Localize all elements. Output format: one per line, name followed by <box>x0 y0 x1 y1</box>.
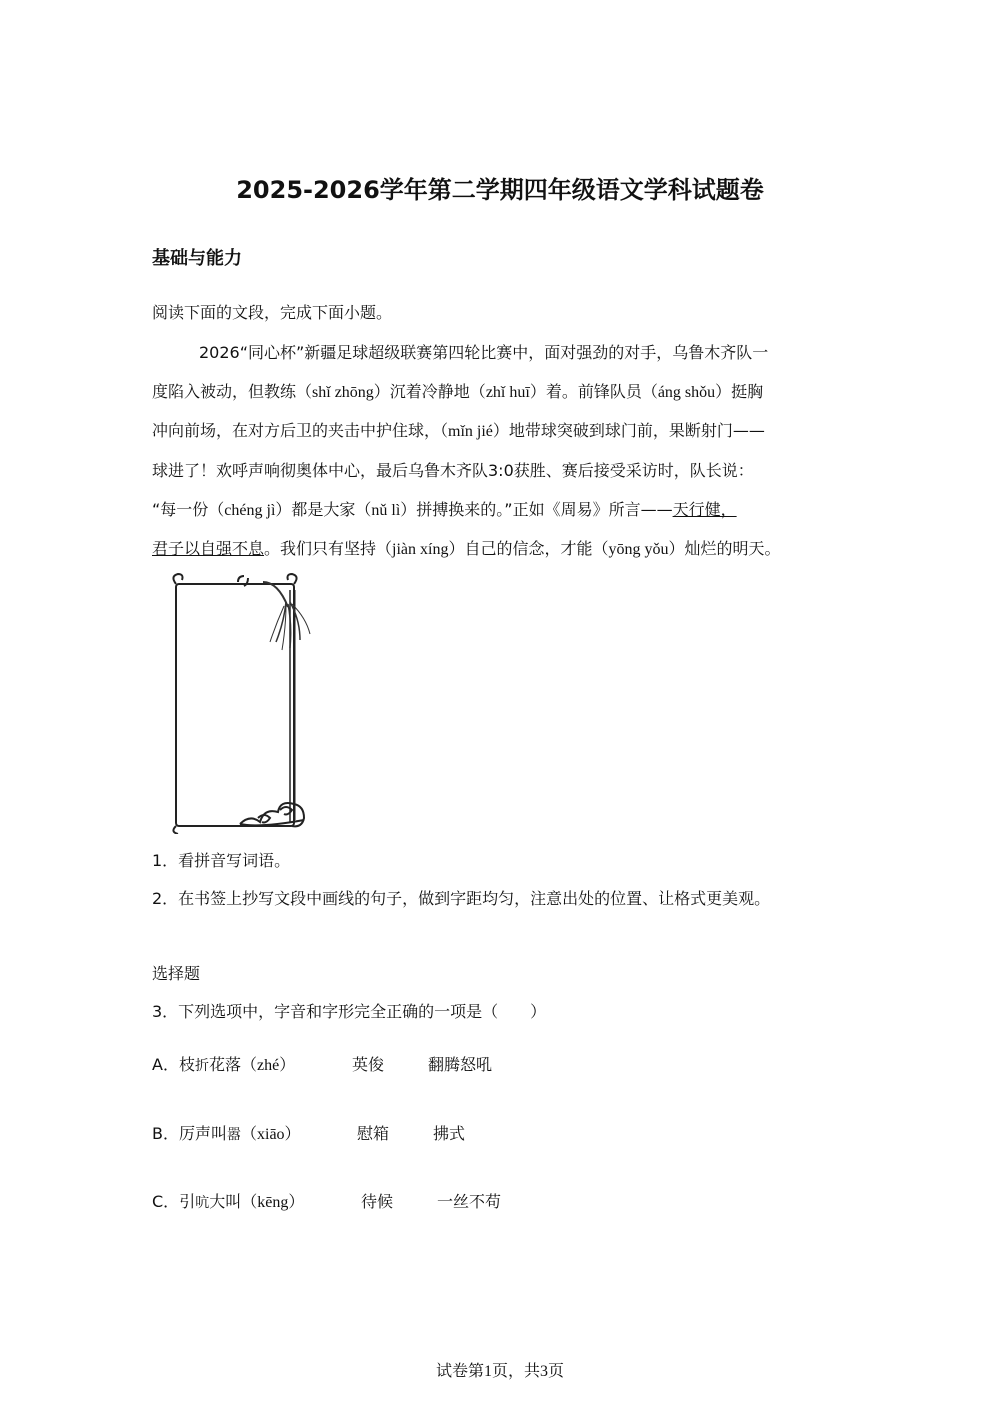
choice-heading: 选择题 <box>152 964 201 983</box>
pinyin: mǐn jié <box>448 423 493 440</box>
pinyin: zhǐ huī <box>485 384 530 401</box>
option-c-word-3: 一丝不苟 <box>437 1192 502 1211</box>
option-c: C．引吭大叫（kēng） <box>152 1192 305 1211</box>
option-b: B．厉声叫嚣（xiāo） <box>152 1124 301 1143</box>
question-1: 1．看拼音写词语。 <box>152 851 291 870</box>
option-a-word-3: 翻腾怒吼 <box>428 1055 493 1074</box>
option-b-word-2: 慰箱 <box>357 1124 390 1143</box>
page-footer: 试卷第1页，共3页 <box>435 1363 564 1380</box>
question-3: 3．下列选项中，字音和字形完全正确的一项是（ ） <box>152 1002 547 1021</box>
pinyin: nǔ lì <box>371 502 401 519</box>
passage-line-2: 度陷入被动，但教练（shǐ zhōng）沉着冷静地（zhǐ huī）着。前锋队员（áng shǒu）挺胸 <box>152 382 764 401</box>
passage-line-3: 冲向前场，在对方后卫的夹击中护住球，（mǐn jié）地带球突破到球门前，果断射门—— <box>152 421 765 440</box>
pinyin: jiàn xíng <box>392 541 449 558</box>
option-a: A．枝折花落（zhé） <box>152 1055 296 1074</box>
passage-line-6: 君子以自强不息。我们只有坚持（jiàn xíng）自己的信念，才能（yōng yǒu）灿烂的明天。 <box>152 539 781 558</box>
underlined-sentence: 君子以自强不息 <box>152 539 265 558</box>
passage-line-4: 球进了！欢呼声响彻奥体中心，最后乌鲁木齐队3:0获胜、赛后接受采访时，队长说： <box>152 461 754 480</box>
pinyin: shǐ zhōng <box>312 384 374 401</box>
option-b-word-3: 拂式 <box>433 1124 466 1143</box>
pinyin: áng shǒu <box>657 384 716 401</box>
underlined-sentence: 天行健， <box>672 500 737 519</box>
section-heading: 基础与能力 <box>152 248 242 269</box>
bookmark-illustration <box>168 572 338 834</box>
pinyin: chéng jì <box>224 502 276 519</box>
page-title: 2025-2026学年第二学期四年级语文学科试题卷 <box>236 176 764 204</box>
pinyin: yōng yǒu <box>608 541 669 558</box>
option-c-word-2: 待候 <box>361 1192 394 1211</box>
instruction: 阅读下面的文段，完成下面小题。 <box>152 303 393 322</box>
option-a-word-2: 英俊 <box>352 1055 385 1074</box>
passage-line-1: 2026“同心杯”新疆足球超级联赛第四轮比赛中，面对强劲的对手，乌鲁木齐队一 <box>199 343 769 362</box>
question-2: 2．在书签上抄写文段中画线的句子，做到字距均匀，注意出处的位置、让格式更美观。 <box>152 889 771 908</box>
passage-line-5: “每一份（chéng jì）都是大家（nǔ lì）拼搏换来的。”正如《周易》所言——天行健， <box>152 500 737 519</box>
